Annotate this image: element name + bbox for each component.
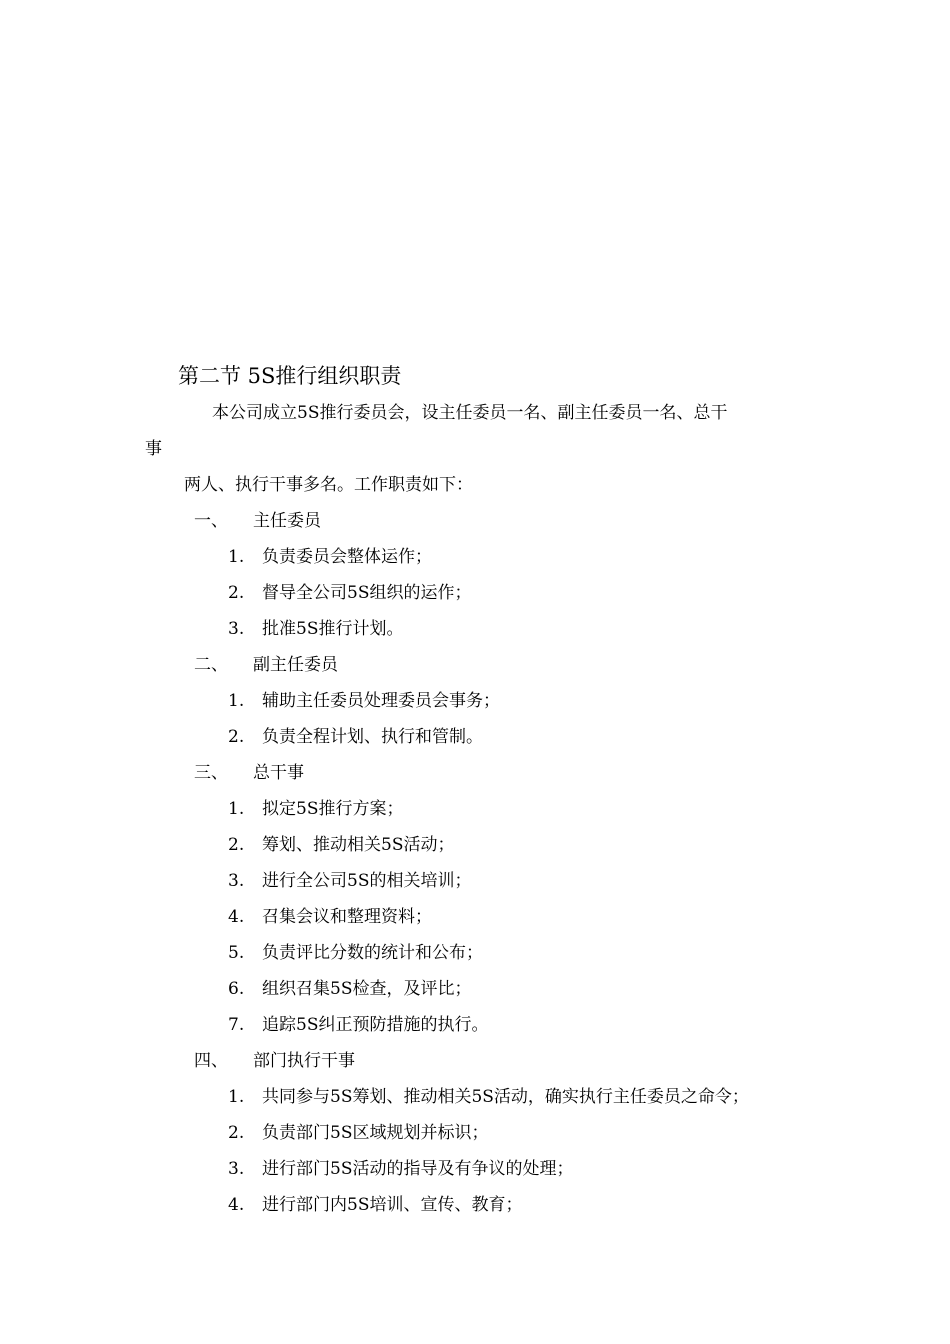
list-item: 负责评比分数的统计和公布； <box>262 943 483 963</box>
intro-paragraph-line-2: 两人、执行干事多名。工作职责如下： <box>184 475 473 495</box>
section-title: 副主任委员 <box>253 655 338 675</box>
list-item-number: 4. <box>228 1195 245 1215</box>
intro-paragraph-wrap: 事 <box>145 439 162 459</box>
list-item-number: 1. <box>228 799 245 819</box>
list-item-number: 2. <box>228 835 245 855</box>
list-item-number: 4. <box>228 907 245 927</box>
list-item-number: 1. <box>228 547 245 567</box>
list-item: 进行部门5S活动的指导及有争议的处理； <box>262 1159 574 1179</box>
list-item: 追踪5S纠正预防措施的执行。 <box>262 1015 489 1035</box>
intro-paragraph-line-1: 本公司成立5S推行委员会，设主任委员一名、副主任委员一名、总干 <box>212 403 728 423</box>
list-item-number: 6. <box>228 979 245 999</box>
list-item-number: 2. <box>228 1123 245 1143</box>
list-item: 负责委员会整体运作； <box>262 547 432 567</box>
list-item-number: 3. <box>228 1159 245 1179</box>
section-number: 三、 <box>194 763 228 783</box>
list-item: 组织召集5S检查，及评比； <box>262 979 472 999</box>
list-item: 负责部门5S区域规划并标识； <box>262 1123 489 1143</box>
list-item: 进行部门内5S培训、宣传、教育； <box>262 1195 523 1215</box>
list-item-number: 2. <box>228 727 245 747</box>
list-item: 召集会议和整理资料； <box>262 907 432 927</box>
list-item-number: 1. <box>228 1087 245 1107</box>
list-item: 筹划、推动相关5S活动； <box>262 835 455 855</box>
section-title: 主任委员 <box>253 511 321 531</box>
section-number: 二、 <box>194 655 228 675</box>
list-item: 负责全程计划、执行和管制。 <box>262 727 483 747</box>
list-item-number: 2. <box>228 583 245 603</box>
list-item-number: 1. <box>228 691 245 711</box>
list-item-number: 3. <box>228 619 245 639</box>
list-item-number: 3. <box>228 871 245 891</box>
list-item: 进行全公司5S的相关培训； <box>262 871 472 891</box>
list-item: 批准5S推行计划。 <box>262 619 404 639</box>
list-item-number: 7. <box>228 1015 245 1035</box>
list-item-number: 5. <box>228 943 245 963</box>
section-title: 部门执行干事 <box>253 1051 355 1071</box>
section-title: 总干事 <box>253 763 304 783</box>
section-number: 四、 <box>194 1051 228 1071</box>
section-heading: 第二节 5S推行组织职责 <box>178 364 402 388</box>
list-item: 辅助主任委员处理委员会事务； <box>262 691 500 711</box>
list-item: 共同参与5S筹划、推动相关5S活动，确实执行主任委员之命令； <box>262 1087 749 1107</box>
list-item: 督导全公司5S组织的运作； <box>262 583 472 603</box>
list-item: 拟定5S推行方案； <box>262 799 404 819</box>
section-number: 一、 <box>194 511 228 531</box>
